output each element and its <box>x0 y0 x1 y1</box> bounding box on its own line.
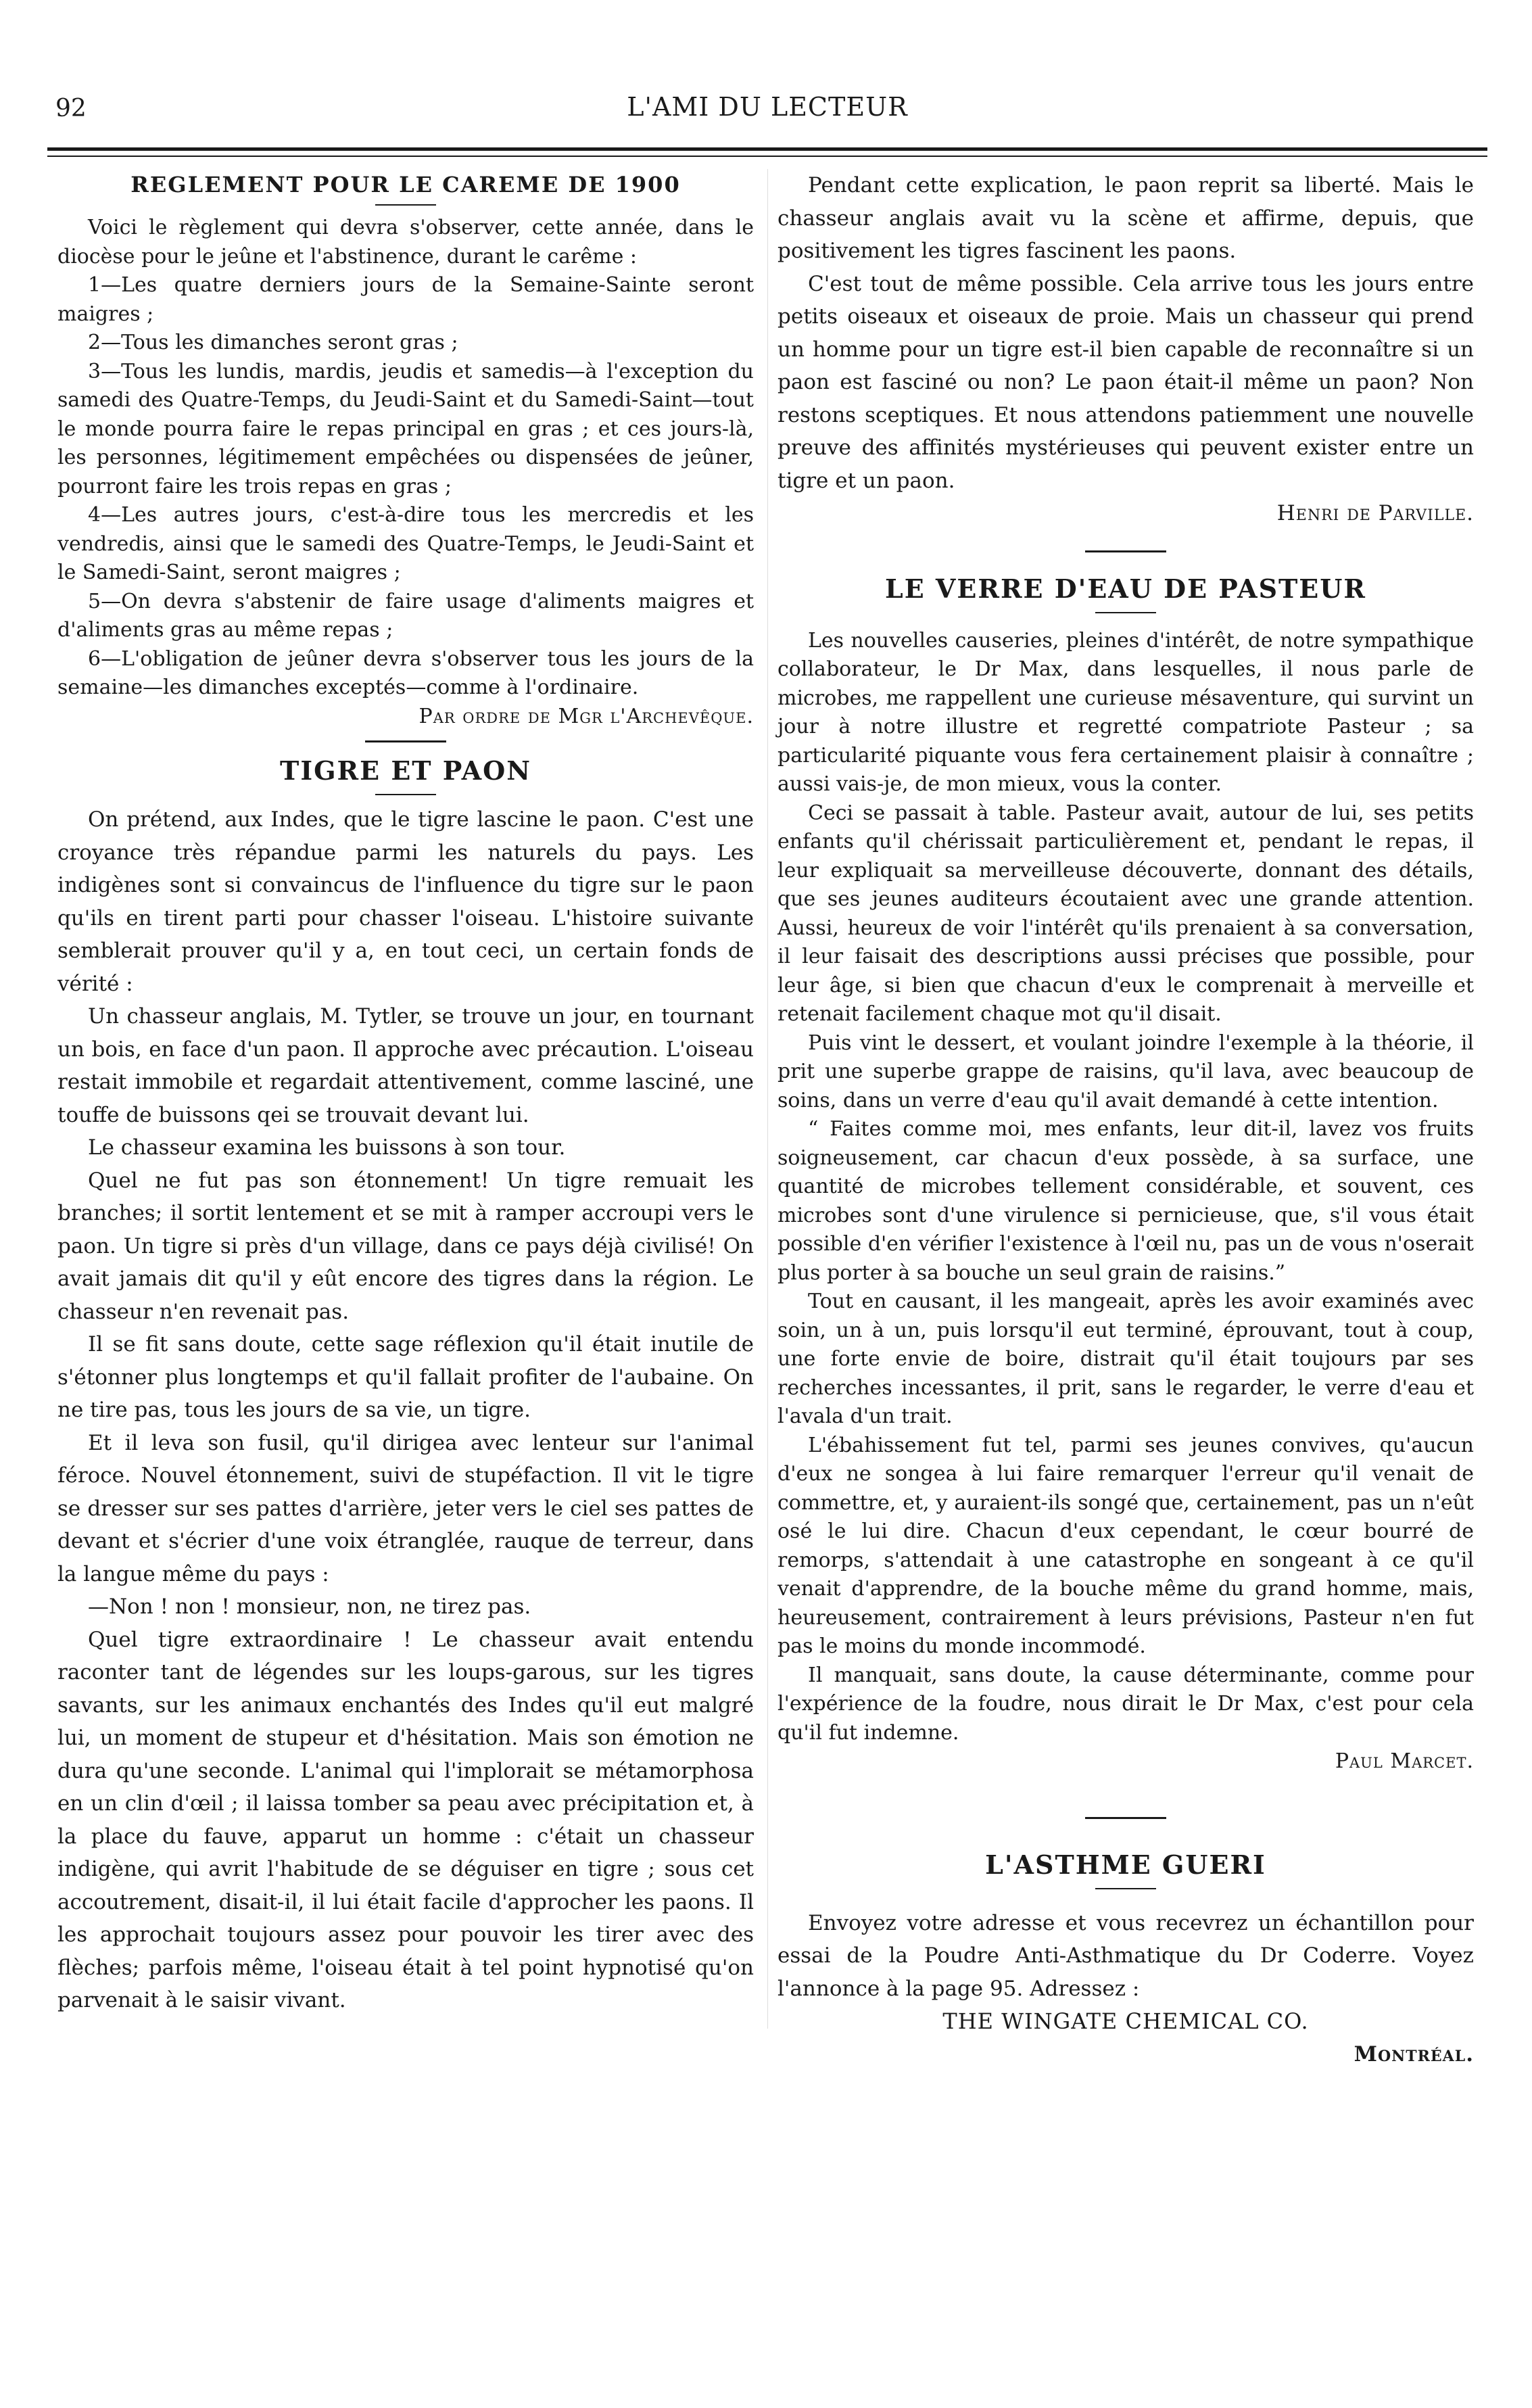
paragraph: —Non ! non ! monsieur, non, ne tirez pas. <box>88 1595 531 1619</box>
column-divider <box>767 169 768 2029</box>
paragraph: “ Faites comme moi, mes enfants, leur dit-il, lavez vos fruits soigneusement, car chacun d'eux possède, à sa surface, une quantité de microbes tellement considérable, et souvent, ces microbes sont d'une virulence si pernicieuse, que, s'il vous était possible d'en vérifier l'existence à l'œil nu, pas un de vous n'oserait plus porter à sa bouche un seul grain de raisins.” <box>777 1117 1474 1285</box>
paragraph: 2—Tous les dimanches seront gras ; <box>88 331 458 354</box>
pasteur-article <box>777 570 1474 1776</box>
paragraph: Quel ne fut pas son étonnement! Un tigre remuait les branches; il sortit lentement et se mit à ramper accroupi vers le paon. Un tigre si près d'un village, dans ce pays déjà civilisé! On avait jamais dit qu'il y eût encore des tigres dans la région. Le chasseur n'en revenait pas. <box>57 1168 754 1324</box>
reglement-article <box>57 169 754 731</box>
paragraph: Et il leva son fusil, qu'il dirigea avec lenteur sur l'animal féroce. Nouvel étonnement, suivi de stupéfaction. Il vit le tigre se dresser sur ses pattes d'arrière, jeter vers le ciel ses pattes de devant et s'écrier d'une voix étranglée, rauque de terreur, dans la langue même du pays : <box>57 1430 754 1586</box>
tigre-title: TIGRE ET PAON <box>280 755 531 786</box>
paragraph: 6—L'obligation de jeûner devra s'observer tous les jours de la semaine—les dimanches exceptés—comme à l'ordinaire. <box>57 646 754 699</box>
title-rule <box>375 204 436 206</box>
header-rule <box>47 147 1487 151</box>
paragraph: Le chasseur examina les buissons à son tour. <box>88 1135 566 1160</box>
paragraph: 4—Les autres jours, c'est-à-dire tous les mercredis et les vendredis, ainsi que le samedi des Quatre-Temps, le Jeudi-Saint et le Samedi-Saint, seront maigres ; <box>57 503 754 584</box>
paragraph: 5—On devra s'abstenir de faire usage d'aliments maigres et d'aliments gras au même repas ; <box>57 589 754 642</box>
paragraph: On prétend, aux Indes, que le tigre lascine le paon. C'est une croyance très répandue parmi les naturels du pays. Les indigènes sont si convaincus de l'influence du tigre sur le paon qu'ils en tirent parti pour chasser l'oiseau. L'histoire suivante semblerait prouver qu'il y a, en tout ceci, un certain fonds de vérité : <box>57 807 754 996</box>
paragraph: 1—Les quatre derniers jours de la Semaine-Sainte seront maigres ; <box>57 273 754 326</box>
paragraph: C'est tout de même possible. Cela arrive tous les jours entre petits oiseaux et oiseaux de proie. Mais un chasseur qui prend un homme pour un tigre est-il bien capable de reconnaître si un paon est fasciné ou non? Le paon était-il même un paon? Non restons sceptiques. Et nous attendons patiemment une nouvelle preuve des affinités mystérieuses qui peuvent exister entre un tigre et un paon. <box>777 271 1474 493</box>
right-column <box>777 169 1474 2071</box>
paragraph: Pendant cette explication, le paon reprit sa liberté. Mais le chasseur anglais avait vu la scène et affirme, depuis, que positivement les tigres fascinent les paons. <box>777 173 1474 263</box>
ad-city: Montréal. <box>1354 2041 1474 2067</box>
paragraph: 3—Tous les lundis, mardis, jeudis et samedis—à l'exception du samedi des Quatre-Temps, du Jeudi-Saint et du Samedi-Saint—tout le monde pourra faire le repas principal en gras ; et ces jours-là, les personnes, légitimement empêchées ou dispensées de jeûner, pourront faire les trois repas en gras ; <box>57 359 754 498</box>
reglement-signature: Par ordre de Mgr l'Archevêque. <box>418 704 754 728</box>
pasteur-signature: Paul Marcet. <box>1335 1749 1474 1773</box>
paragraph: Puis vint le dessert, et voulant joindre l'exemple à la théorie, il prit une superbe grappe de raisins, qu'il lava, avec beaucoup de soins, dans un verre d'eau qu'il avait demandé à cette intention. <box>777 1031 1474 1112</box>
pasteur-title: LE VERRE D'EAU DE PASTEUR <box>885 573 1366 604</box>
paragraph: Voici le règlement qui devra s'observer, cette année, dans le diocèse pour le jeûne et l'abstinence, durant le carême : <box>57 216 754 268</box>
tigre-signature: Henri de Parville. <box>1276 501 1474 525</box>
asthme-ad <box>777 1846 1474 2071</box>
title-rule <box>1095 612 1156 613</box>
page-number: 92 <box>55 95 87 122</box>
title-rule <box>375 794 436 795</box>
section-divider <box>1085 550 1166 552</box>
journal-title: L'AMI DU LECTEUR <box>627 92 908 122</box>
paragraph: Il manquait, sans doute, la cause déterminante, comme pour l'expérience de la foudre, nous dirait le Dr Max, c'est pour cela qu'il fut indemne. <box>777 1663 1474 1745</box>
section-divider <box>1085 1817 1166 1819</box>
paragraph: Ceci se passait à table. Pasteur avait, autour de lui, ses petits enfants qu'il chérissait particulièrement et, pendant le repas, il leur expliquait sa merveilleuse découverte, donnant des détails, que ses jeunes auditeurs écoutaient avec une grande attention. Aussi, heureux de voir l'intérêt qu'ils prenaient à sa conversation, il leur faisait des descriptions aussi précises que possible, pour leur âge, si bien que chacun d'eux le comprenait à merveille et retenait facilement chaque mot qu'il disait. <box>777 801 1474 1026</box>
title-rule <box>1095 1888 1156 1889</box>
tigre-article <box>57 752 754 2017</box>
page-header <box>47 88 1487 135</box>
paragraph: Il se fit sans doute, cette sage réflexion qu'il était inutile de s'étonner plus longtemps et qu'il fallait profiter de l'aubaine. On ne tire pas, tous les jours de sa vie, un tigre. <box>57 1332 754 1422</box>
paragraph: Tout en causant, il les mangeait, après les avoir examinés avec soin, un à un, puis lorsqu'il eut terminé, éprouvant, tout à coup, une forte envie de boire, distrait qu'il était toujours par ses recherches incessantes, il prit, sans le regarder, le verre d'eau et l'avala d'un trait. <box>777 1290 1474 1428</box>
header-rule-thin <box>47 156 1487 157</box>
reglement-title: REGLEMENT POUR LE CAREME DE 1900 <box>130 172 681 197</box>
tigre-continuation <box>777 169 1474 530</box>
paragraph: Quel tigre extraordinaire ! Le chasseur avait entendu raconter tant de légendes sur les loups-garous, sur les tigres savants, sur les animaux enchantés des Indes qu'il eut malgré lui, un moment de stupeur et d'hésitation. Mais son émotion ne dura qu'une seconde. L'animal qui l'implorait se métamorphosa en un clin d'œil ; il laissa tomber sa peau avec précipitation et, à la place du fauve, apparut un homme : c'était un chasseur indigène, qui avrit l'habitude de se déguiser en tigre ; sous cet accoutrement, disait-il, il lui était facile d'approcher les paons. Il les approchait toujours assez pour pouvoir les tirer avec des flèches; parfois même, l'oiseau était à tel point hypnotisé qu'on parvenait à le saisir vivant. <box>57 1627 754 2012</box>
asthme-title: L'ASTHME GUERI <box>985 1849 1266 1880</box>
paragraph: Un chasseur anglais, M. Tytler, se trouve un jour, en tournant un bois, en face d'un paon. Il approche avec précaution. L'oiseau restait immobile et regardait attentivement, comme lasciné, une touffe de buissons qei se trouvait devant lui. <box>57 1004 754 1127</box>
ad-company: THE WINGATE CHEMICAL CO. <box>942 2008 1309 2034</box>
ad-body: Envoyez votre adresse et vous recevrez un échantillon pour essai de la Poudre Anti-Asthmatique du Dr Coderre. Voyez l'annonce à la page 95. Adressez : <box>777 1910 1474 2001</box>
paragraph: Les nouvelles causeries, pleines d'intérêt, de notre sympathique collaborateur, le Dr Max, dans lesquelles, il nous parle de microbes, me rappellent une curieuse mésaventure, qui survint un jour à notre illustre et regretté compatriote Pasteur ; sa particularité piquante vous fera certainement plaisir à connaître ; aussi vais-je, de mon mieux, vous la conter. <box>777 628 1474 796</box>
paragraph: L'ébahissement fut tel, parmi ses jeunes convives, qu'aucun d'eux ne songea à lui faire remarquer l'erreur qu'il venait de commettre, et, y auraient-ils songé que, certainement, pas un n'eût osé le lui dire. Chacun d'eux cependant, le cœur bourré de remorps, s'attendait à une catastrophe en songeant à ce qu'il venait d'apprendre, de la bouche même du grand homme, mais, heureusement, contrairement à leurs prévisions, Pasteur n'en fut pas le moins du monde incommodé. <box>777 1433 1474 1658</box>
section-divider <box>365 740 446 742</box>
left-column <box>57 169 754 2017</box>
